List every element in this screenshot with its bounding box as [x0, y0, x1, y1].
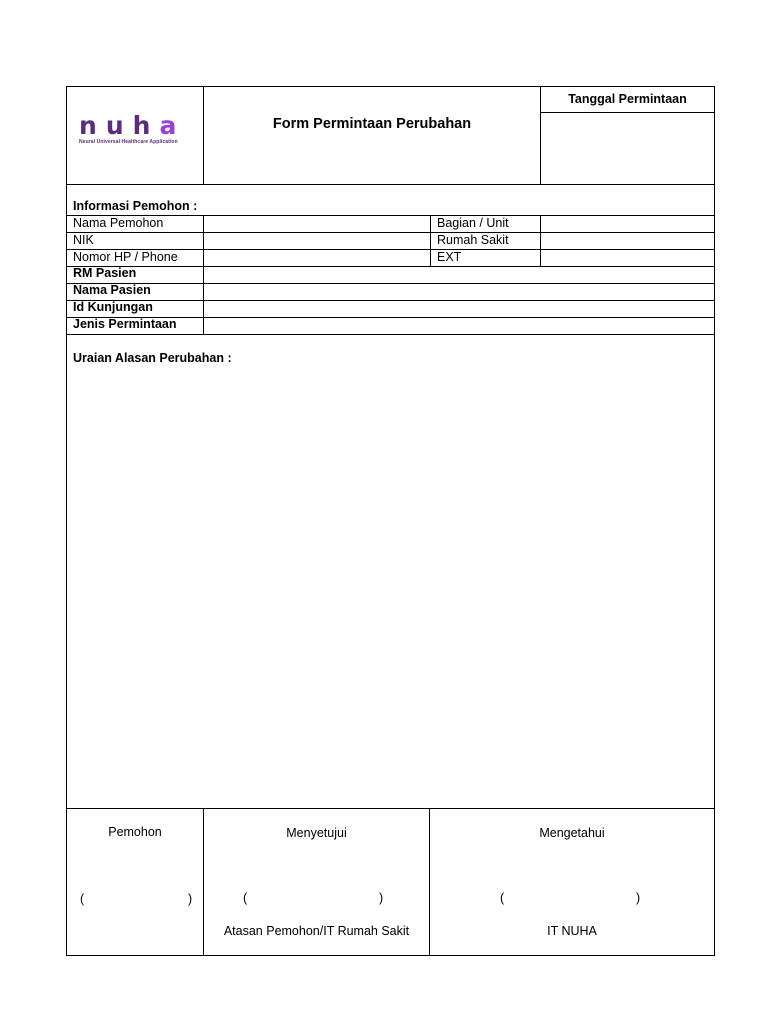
- logo-letter-a: a: [159, 111, 186, 140]
- ext-label: EXT: [437, 250, 462, 264]
- signature-close-paren: ): [636, 891, 641, 905]
- date-label: Tanggal Permintaan: [568, 92, 687, 106]
- applicant-name-field[interactable]: [204, 216, 430, 232]
- department-field[interactable]: [541, 216, 714, 232]
- date-field[interactable]: [541, 113, 714, 184]
- form-title: Form Permintaan Perubahan: [272, 116, 472, 132]
- signature-title: Pemohon: [108, 825, 162, 839]
- hospital-label: Rumah Sakit: [437, 233, 509, 247]
- signature-open-paren: (: [243, 891, 248, 905]
- applicant-name-label: Nama Pemohon: [73, 216, 164, 230]
- logo-tagline: Neural Universal Healthcare Application: [79, 139, 178, 145]
- nik-field[interactable]: [204, 233, 430, 249]
- signature-open-paren: (: [500, 891, 505, 905]
- patient-name-field[interactable]: [204, 284, 714, 300]
- visit-id-field[interactable]: [204, 301, 714, 317]
- logo-letter-u: u: [105, 111, 133, 140]
- logo-letter-h: h: [132, 111, 160, 140]
- department-label: Bagian / Unit: [437, 216, 509, 230]
- request-type-field[interactable]: [204, 318, 714, 334]
- rm-patient-field[interactable]: [204, 267, 714, 283]
- patient-name-label: Nama Pasien: [73, 283, 151, 297]
- visit-id-label: Id Kunjungan: [73, 300, 153, 314]
- logo-wordmark: [79, 113, 193, 139]
- rm-patient-label: RM Pasien: [73, 266, 137, 280]
- signature-open-paren: (: [80, 892, 85, 906]
- phone-field[interactable]: [204, 250, 430, 266]
- signature-field[interactable]: [253, 880, 378, 910]
- signature-close-paren: ): [379, 891, 384, 905]
- reason-textarea[interactable]: [67, 370, 714, 806]
- signature-field[interactable]: [510, 880, 635, 910]
- nik-label: NIK: [73, 233, 94, 247]
- signature-title: Menyetujui: [286, 826, 347, 840]
- reason-label: Uraian Alasan Perubahan :: [73, 351, 232, 365]
- ext-field[interactable]: [541, 250, 714, 266]
- nuha-logo: [79, 113, 193, 153]
- signature-field[interactable]: [90, 880, 188, 910]
- signature-close-paren: ): [188, 892, 193, 906]
- phone-label: Nomor HP / Phone: [73, 250, 178, 264]
- signature-caption: Atasan Pemohon/IT Rumah Sakit: [223, 924, 410, 938]
- section-label-applicant: Informasi Pemohon :: [73, 199, 198, 213]
- request-type-label: Jenis Permintaan: [73, 317, 177, 331]
- logo-letter-n: n: [79, 111, 106, 140]
- signature-caption: IT NUHA: [547, 924, 597, 938]
- hospital-field[interactable]: [541, 233, 714, 249]
- signature-title: Mengetahui: [539, 826, 605, 840]
